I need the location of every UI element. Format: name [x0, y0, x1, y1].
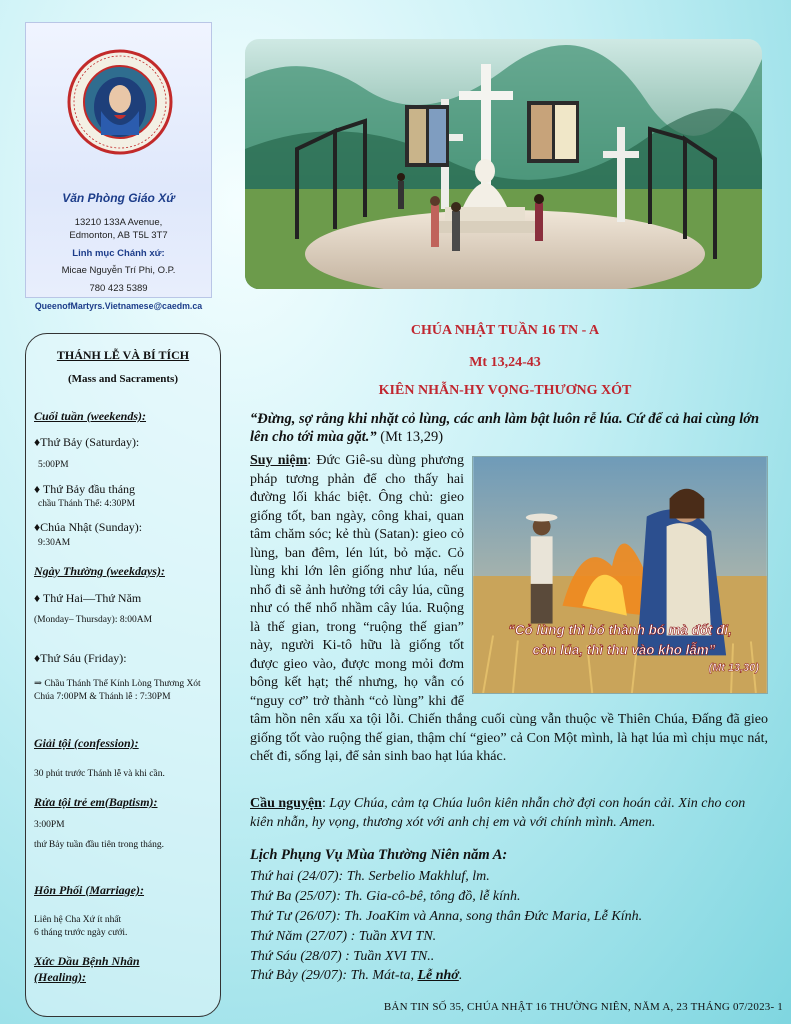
first-saturday-label: ♦ Thứ Bảy đầu tháng: [34, 482, 136, 496]
sacraments-title: THÁNH LỄ VÀ BÍ TÍCH: [56, 348, 190, 362]
parish-seal-logo: [67, 49, 173, 155]
prayer-section: Cầu nguyện: Lạy Chúa, cảm tạ Chúa luôn kiên nhẫn chờ đợi con hoán cải. Xin cho con kiên nhẫn, hy vọng, thương xót với anh chị em và với chính mình. Amen.: [250, 796, 746, 830]
healing-heading-2: (Healing):: [34, 970, 86, 984]
marriage-note-2: 6 tháng trước ngày cưới.: [34, 928, 128, 938]
parish-info-card: [25, 22, 212, 311]
gospel-quote-text: “Đừng, sợ rằng khi nhặt cỏ lùng, các anh làm bật luôn rễ lúa. Cứ để cả hai cùng lớn lên cho tới mùa gặt.”: [250, 411, 760, 445]
saturday-label: ♦Thứ Bảy (Saturday):: [34, 435, 140, 449]
reflection-label: Suy niệm: [250, 453, 308, 468]
image-caption-2: còn lúa, thì thu vào kho lẫm”: [532, 642, 716, 658]
image-caption-ref: (Mt 13,30): [708, 662, 759, 675]
calendar-row: Thứ Bảy (29/07): Th. Mát-ta, Lễ nhớ.: [250, 968, 463, 983]
calendar-row: Thứ Sáu (28/07) : Tuần XVI TN..: [250, 949, 435, 964]
theme-heading: KIÊN NHẪN-HY VỌNG-THƯƠNG XÓT: [378, 383, 632, 398]
calendar-row: Thứ Năm (27/07) : Tuần XVI TN.: [250, 929, 437, 944]
bulletin-footer: BẢN TIN SỐ 35, CHÚA NHẬT 16 THƯỜNG NIÊN, NĂM A, 23 THÁNG 07/2023- 1: [383, 1001, 783, 1013]
mass-sacraments-panel: [25, 333, 221, 1017]
address-line-2: Edmonton, AB T5L 3T7: [69, 230, 168, 241]
sunday-heading: CHÚA NHẬT TUẦN 16 TN - A: [410, 323, 600, 338]
office-title: Văn Phòng Giáo Xứ: [62, 191, 175, 205]
confession-heading: Giải tội (confession):: [34, 736, 139, 750]
gospel-quote: [250, 411, 770, 446]
baptism-note: thứ Bảy tuần đầu tiên trong tháng.: [34, 840, 164, 850]
address-line-1: 13210 133A Avenue,: [74, 217, 163, 228]
friday-label: ♦Thứ Sáu (Friday):: [34, 651, 127, 665]
wheat-field-image: [472, 456, 768, 694]
sacraments-subtitle: (Mass and Sacraments): [68, 373, 178, 385]
gospel-quote-ref: (Mt 13,29): [376, 428, 444, 445]
healing-heading-1: Xức Dầu Bệnh Nhân: [34, 954, 140, 968]
church-sanctuary-image: [245, 39, 762, 289]
saturday-time: 5:00PM: [38, 460, 69, 470]
reflection-section: [250, 452, 768, 767]
email-link[interactable]: QueenofMartyrs.Vietnamese@caedm.ca: [34, 301, 203, 311]
prayer-label: Cầu nguyện: [250, 796, 322, 811]
gospel-reference: Mt 13,24-43: [469, 355, 541, 370]
calendar-row: Thứ hai (24/07): Th. Serbelio Makhluf, lm.: [250, 869, 490, 884]
marriage-note-1: Liên hệ Cha Xứ ít nhất: [34, 915, 122, 925]
sunday-time: 9:30AM: [38, 538, 71, 548]
marriage-heading: Hôn Phối (Marriage):: [34, 883, 145, 897]
friday-note: ⇒ Chầu Thánh Thể Kính Lòng Thương Xót Chúa 7:00PM & Thánh lễ : 7:30PM: [34, 679, 201, 702]
pastor-name: Micae Nguyễn Trí Phi, O.P.: [61, 265, 176, 276]
confession-note: 30 phút trước Thánh lễ và khi cần.: [34, 769, 165, 779]
phone-number: 780 423 5389: [89, 283, 148, 294]
baptism-heading: Rửa tội trẻ em(Baptism):: [34, 795, 158, 809]
image-caption-1: “Cỏ lùng thì bó thành bó mà đốt đi,: [508, 622, 732, 638]
calendar-title: Lịch Phụng Vụ Mùa Thường Niên năm A:: [250, 847, 508, 863]
calendar-row: Thứ Tư (26/07): Th. JoaKim và Anna, song thân Đức Maria, Lễ Kính.: [250, 909, 643, 924]
pastor-label: Linh mục Chánh xứ:: [72, 248, 165, 259]
weekend-heading: Cuối tuần (weekends):: [34, 409, 147, 423]
calendar-row: Thứ Ba (25/07): Th. Gia-cô-bê, tông đồ, lễ kính.: [250, 889, 521, 904]
reflection-text: : Đức Giê-su dùng phương pháp tương phản để cho thấy hai đường lối khác biệt. Ông chủ: gieo giống tốt, ban ngày, công khai, quan tâm chăm sóc; kẻ thù (Satan): gieo cỏ lùng, ban đêm, lén lút, bỏ mặc. Cỏ lùng khi lớn lên giống như lúa, nếu nhổ đi sẽ ảnh hưởng tới cây lúa, cũng như có thể nhổ nhầm cây lúa. Ruộng là thế gian, trong “ruộng thế gian” này, người Ki-tô hữu là giống tốt được gieo vào, được mong mỏi đơm bông kết hạt; thế nhưng, họ vẫn có “nguy cơ” trở thành “cỏ lùng” khi để tâm hồn nên xấu xa tội lỗi. Chiến thắng cuối cùng vẫn thuộc về Thiên Chúa, Đấng đã gieo giống tốt vào ruộng thế gian, thậm chí “gieo” cả Con Một mình, là hạt lúa mì chịu mục nát, chết đi, sống lại, để sản sinh bao hạt lúa khác.: [250, 453, 768, 764]
mon-thu-label: ♦ Thứ Hai—Thứ Năm: [34, 591, 142, 605]
baptism-time: 3:00PM: [34, 820, 65, 830]
first-saturday-note: chầu Thánh Thể: 4:30PM: [38, 499, 136, 509]
prayer-text: Lạy Chúa, cảm tạ Chúa luôn kiên nhẫn chờ đợi con hoán cải. Xin cho con kiên nhẫn, hy vọng, thương xót với anh chị em và với chính mình. Amen.: [250, 796, 746, 830]
mon-thu-time: (Monday– Thursday): 8:00AM: [34, 615, 153, 625]
sunday-label: ♦Chúa Nhật (Sunday):: [34, 520, 143, 534]
weekday-heading: Ngày Thường (weekdays):: [34, 564, 165, 578]
